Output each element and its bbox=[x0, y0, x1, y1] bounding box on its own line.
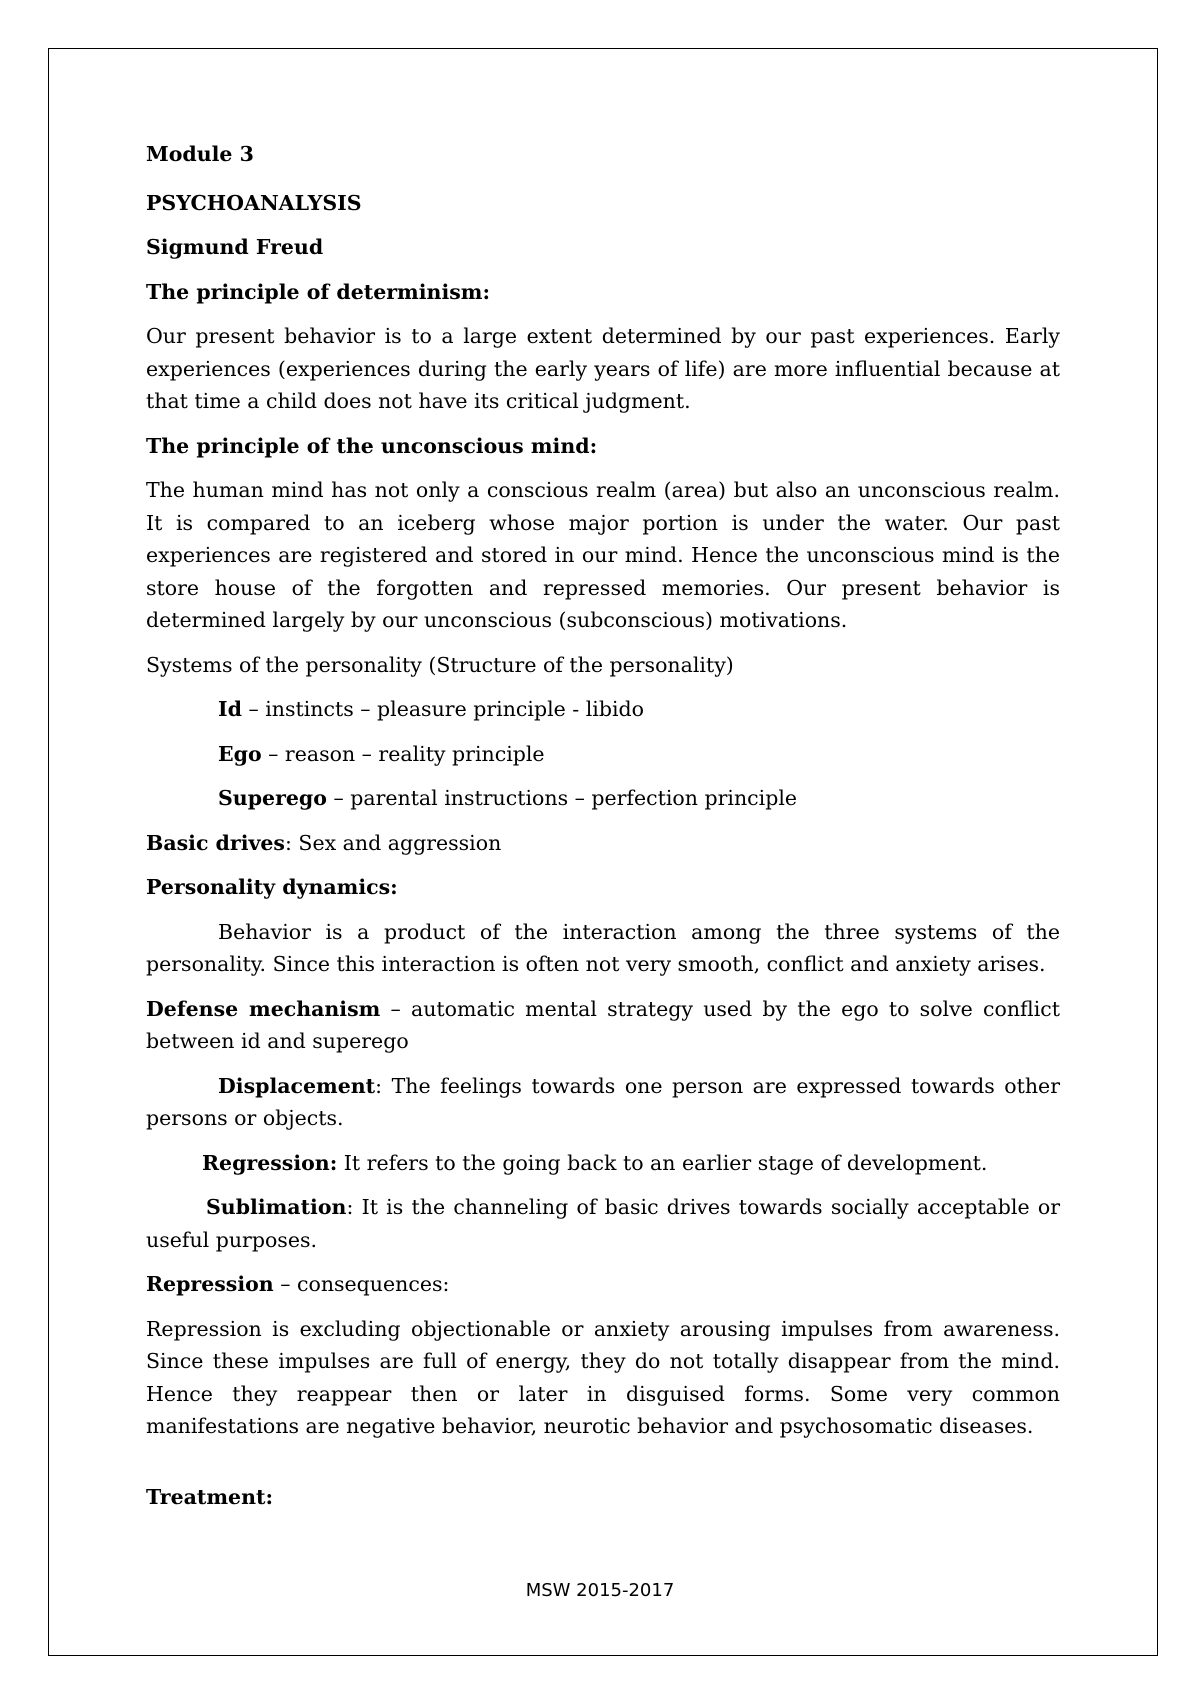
determinism-heading: The principle of determinism: bbox=[146, 279, 491, 304]
displacement-desc: : The feelings towards one person are expressed towards other persons or objects. bbox=[146, 1073, 1060, 1130]
repression-term: Repression bbox=[146, 1272, 274, 1296]
system-desc: – parental instructions – perfection principle bbox=[326, 786, 798, 810]
repression-desc: – consequences: bbox=[273, 1272, 450, 1296]
basic-drives-term: Basic drives bbox=[146, 830, 285, 855]
document-title: PSYCHOANALYSIS bbox=[146, 190, 362, 215]
repression-paragraph: Repression is excluding objectionable or anxiety arousing impulses from awareness. Since these impulses are full of energy, they do not totally disappear from the mind. Hence they reappear then or later in disguised forms. Some very common manifestations are negative behavior, neurotic behavior and psychosomatic diseases. bbox=[146, 1316, 1060, 1438]
sublimation bbox=[146, 1191, 1060, 1256]
system-desc: – reason – reality principle bbox=[261, 741, 545, 766]
systems-intro: Systems of the personality (Structure of the personality) bbox=[146, 652, 734, 677]
regression bbox=[146, 1147, 1060, 1180]
unconscious-paragraph: The human mind has not only a conscious realm (area) but also an unconscious realm. It is compared to an iceberg whose major portion is under the water. Our past experiences are registered and stored in our mind. Hence the unconscious mind is the store house of the forgotten and repressed memories. Our present behavior is determined largely by our unconscious (subconscious) motivations. bbox=[146, 478, 1060, 632]
page-footer: MSW 2015-2017 bbox=[525, 1580, 675, 1601]
system-item-superego bbox=[146, 782, 1060, 815]
system-term: Superego bbox=[218, 786, 327, 810]
author-heading: Sigmund Freud bbox=[146, 235, 324, 259]
regression-term: Regression: bbox=[202, 1150, 338, 1175]
unconscious-heading: The principle of the unconscious mind: bbox=[146, 433, 598, 458]
determinism-paragraph: Our present behavior is to a large extent determined by our past experiences. Early experiences (experiences during the early years of life) are more influential because at that time a child does not have its critical judgment. bbox=[146, 324, 1060, 413]
repression-heading bbox=[146, 1268, 1060, 1301]
displacement bbox=[146, 1070, 1060, 1135]
system-term: Ego bbox=[218, 741, 262, 766]
dynamics-heading: Personality dynamics: bbox=[146, 875, 398, 899]
defense-desc: – automatic mental strategy used by the ego to solve conflict between id and superego bbox=[146, 996, 1060, 1053]
defense-term: Defense mechanism bbox=[146, 996, 381, 1021]
sublimation-desc: : It is the channeling of basic drives towards socially acceptable or useful purposes. bbox=[146, 1195, 1060, 1252]
module-heading: Module 3 bbox=[146, 142, 254, 166]
dynamics-paragraph: Behavior is a product of the interaction among the three systems of the personality. Since this interaction is often not very smooth, conflict and anxiety arises. bbox=[146, 919, 1060, 976]
document-body bbox=[146, 138, 1060, 1525]
system-desc: – instincts – pleasure principle - libido bbox=[241, 697, 644, 721]
system-item-ego bbox=[146, 738, 1060, 771]
basic-drives-desc: : Sex and aggression bbox=[284, 830, 502, 855]
basic-drives bbox=[146, 827, 1060, 860]
defense-mechanism bbox=[146, 993, 1060, 1058]
sublimation-term: Sublimation bbox=[206, 1195, 347, 1219]
treatment-heading: Treatment: bbox=[146, 1484, 274, 1509]
displacement-term: Displacement bbox=[218, 1073, 376, 1098]
system-item-id bbox=[146, 693, 1060, 726]
system-term: Id bbox=[218, 697, 242, 721]
regression-desc: It refers to the going back to an earlier stage of development. bbox=[337, 1150, 988, 1175]
